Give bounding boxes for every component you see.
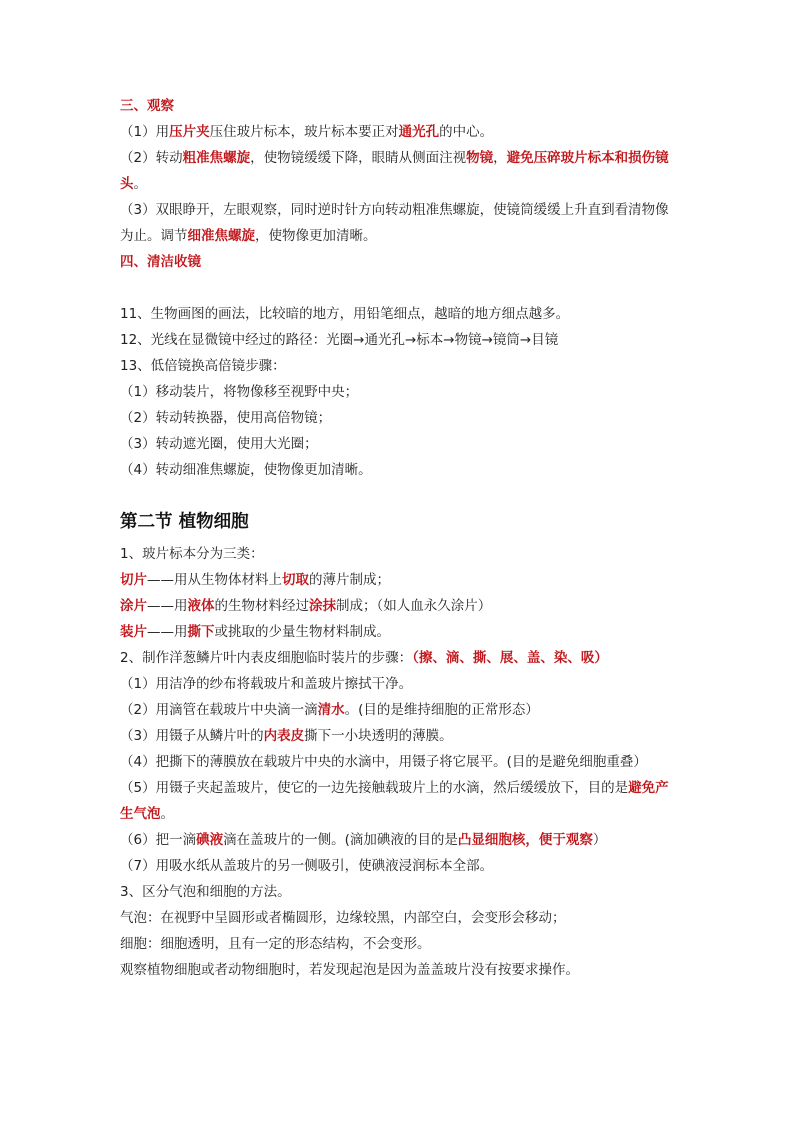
keyword-fine-focus: 细准焦螺旋: [187, 228, 255, 244]
slide-types-title: 1、玻片标本分为三类：: [120, 546, 264, 562]
keyword-objective: 物镜: [466, 150, 494, 166]
temp-mount-step-6: （6）把一滴碘液滴在盖玻片的一侧。(滴加碘液的目的是凸显细胞核，便于观察）: [120, 832, 607, 848]
bubble-cell-title: 3、区分气泡和细胞的方法。: [120, 884, 291, 900]
keyword-coarse-focus: 粗准焦螺旋: [182, 150, 251, 166]
document-content: [120, 93, 680, 983]
item-13-step-4: （4）转动细准焦螺旋，使物像更加清晰。: [120, 462, 372, 478]
slide-type-section: 切片——用从生物体材料上切取的薄片制成；: [120, 572, 390, 588]
temp-mount-step-3: （3）用镊子从鳞片叶的内表皮撕下一小块透明的薄膜。: [120, 728, 453, 744]
observe-step-2: （2）转动粗准焦螺旋，使物镜缓缓下降，眼睛从侧面注视物镜，避免压碎玻片标本和损伤镜头。: [120, 150, 669, 192]
temp-mount-step-2: （2）用滴管在载玻片中央滴一滴清水。(目的是维持细胞的正常形态）: [120, 702, 539, 718]
item-11: 11、生物画图的画法，比较暗的地方，用铅笔细点，越暗的地方细点越多。: [120, 306, 570, 322]
temp-mount-step-4: （4）把撕下的薄膜放在载玻片中央的水滴中，用镊子将它展平。(目的是避免细胞重叠）: [120, 754, 647, 770]
temp-mount-title: 2、制作洋葱鳞片叶内表皮细胞临时装片的步骤：（擦、滴、撕、展、盖、染、吸）: [120, 650, 608, 666]
slide-type-smear: 涂片——用液体的生物材料经过涂抹制成；（如人血永久涂片）: [120, 598, 492, 614]
spacer: [120, 483, 680, 507]
temp-mount-step-7: （7）用吸水纸从盖玻片的另一侧吸引，使碘液浸润标本全部。: [120, 858, 494, 874]
item-12: 12、光线在显微镜中经过的路径：光圈→通光孔→标本→物镜→镜筒→目镜: [120, 332, 559, 348]
item-13-title: 13、低倍镜换高倍镜步骤：: [120, 358, 286, 374]
heading-clean: 四、清洁收镜: [120, 254, 201, 270]
bubble-description: 气泡：在视野中呈圆形或者椭圆形，边缘较黑，内部空白，会变形会移动；: [120, 910, 566, 926]
spacer: [120, 275, 680, 301]
item-13-step-1: （1）移动装片，将物像移至视野中央；: [120, 384, 359, 400]
keyword-aperture: 通光孔: [398, 124, 440, 140]
keyword-avoid-damage: 避免压碎玻片标本和损伤镜头: [120, 150, 669, 192]
keyword-press-clip: 压片夹: [169, 124, 210, 140]
slide-type-mount: 装片——用撕下或挑取的少量生物材料制成。: [120, 624, 390, 640]
temp-mount-step-5: （5）用镊子夹起盖玻片，使它的一边先接触载玻片上的水滴，然后缓缓放下，目的是避免产生气泡。: [120, 780, 669, 822]
observe-step-3: （3）双眼睁开，左眼观察，同时逆时针方向转动粗准焦螺旋，使镜筒缓缓上升直到看清物像为止。调节细准焦螺旋，使物像更加清晰。: [120, 202, 669, 244]
bubble-note: 观察植物细胞或者动物细胞时，若发现起泡是因为盖盖玻片没有按要求操作。: [120, 962, 579, 978]
heading-observe: 三、观察: [120, 98, 174, 114]
item-13-step-2: （2）转动转换器，使用高倍物镜；: [120, 410, 332, 426]
section-title-plant-cell: 第二节 植物细胞: [120, 512, 249, 532]
cell-description: 细胞：细胞透明，且有一定的形态结构，不会变形。: [120, 936, 431, 952]
item-13-step-3: （3）转动遮光圈，使用大光圈；: [120, 436, 318, 452]
observe-step-1: （1）用压片夹压住玻片标本，玻片标本要正对通光孔的中心。: [120, 124, 494, 140]
steps-mnemonic: （擦、滴、撕、展、盖、染、吸）: [412, 650, 608, 666]
temp-mount-step-1: （1）用洁净的纱布将载玻片和盖玻片擦拭干净。: [120, 676, 413, 692]
